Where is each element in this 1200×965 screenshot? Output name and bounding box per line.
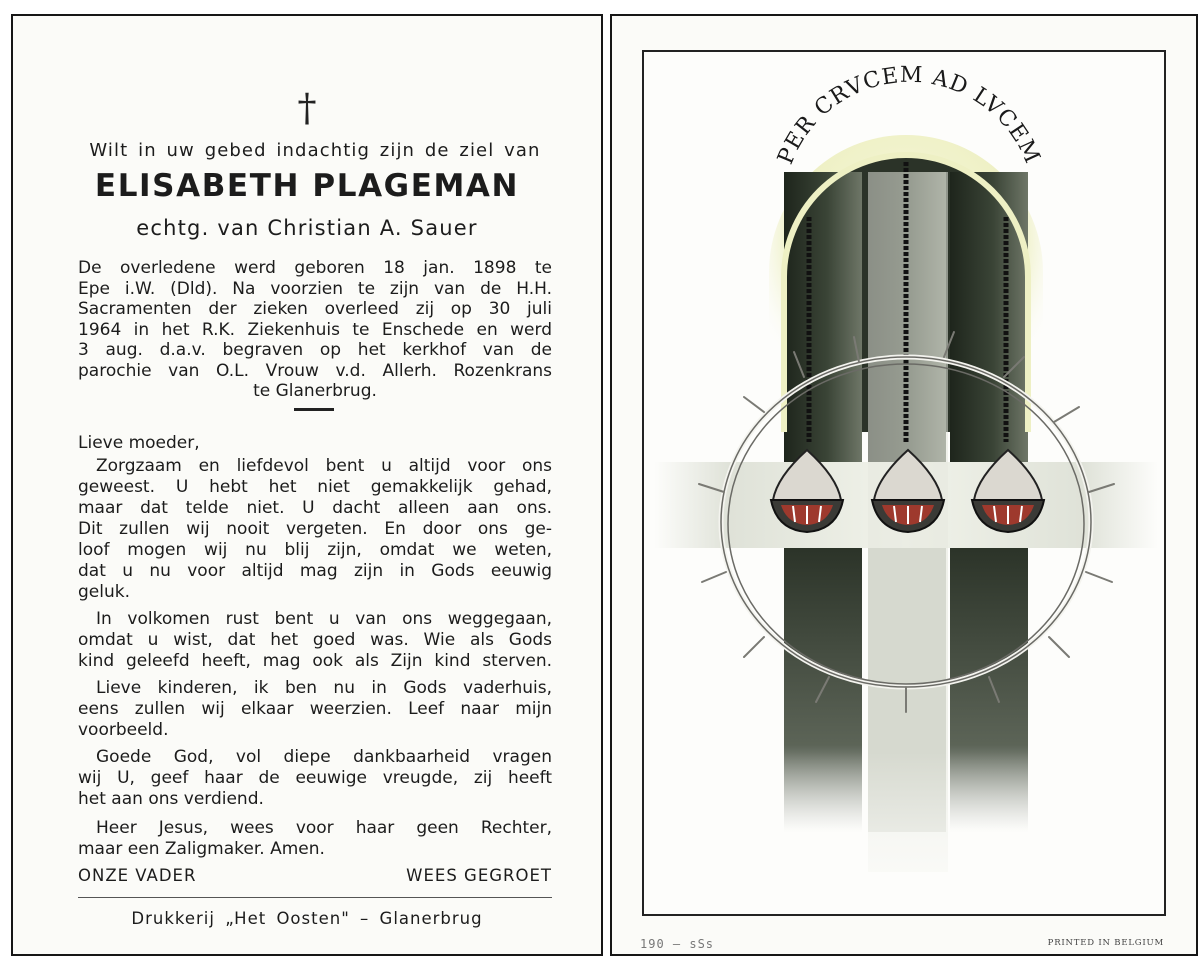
footer-divider: [78, 897, 552, 898]
biography: [78, 258, 552, 402]
bio-line: te Glanerbrug.: [253, 381, 377, 401]
paragraph-line: Zorgzaam en liefdevol bent u altijd voor ons: [96, 456, 552, 476]
paragraph-line: Goede God, vol diepe dankbaarheid vragen: [96, 747, 552, 767]
paragraph-line: maar een Zaligmaker. Amen.: [78, 839, 325, 859]
paragraph: [78, 678, 552, 741]
bio-line: Sacramenten der zieken overleed zij op 30 juli: [78, 299, 552, 319]
illustration-art: [644, 52, 1166, 916]
deceased-name: ELISABETH PLAGEMAN: [94, 168, 520, 204]
cross-symbol: †: [297, 86, 317, 130]
paragraph-line: Dit zullen wij nooit vergeten. En door ons ge-: [78, 519, 552, 539]
paragraph-line: het aan ons verdiend.: [78, 789, 264, 809]
paragraph-line: Lieve kinderen, ik ben nu in Gods vaderhuis,: [96, 678, 552, 698]
paragraph-line: geweest. U hebt het niet gemakkelijk gehad,: [78, 477, 552, 497]
prayer-right: WEES GEGROET: [406, 866, 552, 885]
memorial-image-card: [610, 14, 1198, 956]
paragraph: [78, 609, 552, 672]
bio-line: 1964 in het R.K. Ziekenhuis te Enschede en werd: [78, 319, 552, 340]
memorial-text-card: [11, 14, 603, 956]
spouse-line: echtg. van Christian A. Sauer: [136, 216, 478, 240]
paragraph-line: geluk.: [78, 582, 130, 602]
bio-line: De overledene werd geboren 18 jan. 1898 te: [78, 258, 552, 278]
paragraph-line: In volkomen rust bent u van ons weggegaan,: [96, 609, 552, 629]
divider: [294, 408, 334, 411]
paragraph-line: omdat u wist, dat het goed was. Wie als Gods: [78, 630, 552, 650]
bio-line: parochie van O.L. Vrouw v.d. Allerh. Rozenkrans: [78, 360, 552, 381]
salutation: Lieve moeder,: [78, 433, 200, 453]
motto-text: PER CRVCEM AD LVCEM: [773, 62, 1045, 168]
prayer-left: ONZE VADER: [78, 866, 197, 885]
farewell-text: [78, 433, 552, 860]
paragraph-line: Heer Jesus, wees voor haar geen Rechter,: [96, 818, 552, 838]
paragraph-line: dat u nu voor altijd mag zijn in Gods eeuwig: [78, 561, 552, 581]
hanging-lamps: [771, 450, 1044, 532]
paragraph-line: voorbeeld.: [78, 720, 169, 740]
paragraph-line: eens zullen wij elkaar weerzien. Leef naar mijn: [78, 699, 552, 719]
paragraph: [78, 456, 552, 603]
paragraph: [78, 747, 552, 810]
paragraph-line: kind geleefd heeft, mag ook als Zijn kind sterven.: [78, 651, 552, 671]
catalog-code: 190 — sSs: [640, 937, 715, 951]
printed-in-label: PRINTED IN BELGIUM: [1047, 938, 1164, 948]
bio-line: Epe i.W. (Dld). Na voorzien te zijn van de H.H.: [78, 278, 552, 299]
paragraph-line: wij U, geef haar de eeuwige vreugde, zij heeft: [78, 768, 552, 788]
paragraph: [78, 818, 552, 860]
devotional-illustration: [642, 50, 1166, 916]
paragraph-line: loof mogen wij nu blij zijn, omdat we weten,: [78, 540, 552, 560]
printer-credit: Drukkerij „Het Oosten" – Glanerbrug: [131, 909, 483, 928]
intro-line: Wilt in uw gebed indachtig zijn de ziel van: [89, 140, 541, 161]
paragraph-line: maar dat telde niet. U dacht alleen aan ons.: [78, 498, 552, 518]
bio-line: 3 aug. d.a.v. begraven op het kerkhof van de: [78, 340, 552, 360]
